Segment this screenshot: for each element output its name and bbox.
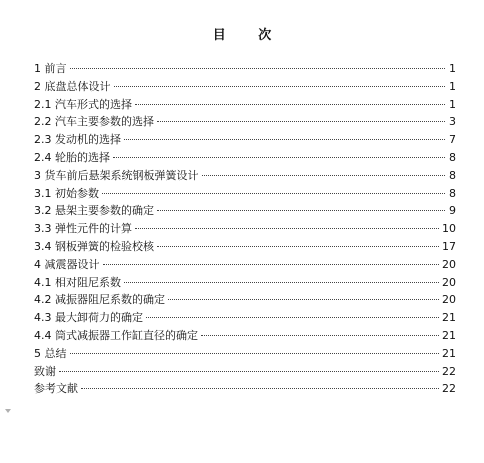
- toc-entry[interactable]: [34, 113, 456, 131]
- toc-entry[interactable]: [34, 291, 456, 309]
- toc-entry-label: 3.1 初始参数: [34, 186, 99, 200]
- toc-leader-dots: [157, 209, 445, 211]
- toc-entry-label: 4.3 最大卸荷力的确定: [34, 311, 143, 325]
- toc-entry[interactable]: [34, 327, 456, 345]
- toc-entry-page: 1: [449, 97, 456, 111]
- toc-entry[interactable]: [34, 363, 456, 381]
- toc-leader-dots: [157, 120, 445, 122]
- toc-entry[interactable]: [34, 78, 456, 96]
- toc-entry-label: 3.3 弹性元件的计算: [34, 222, 132, 236]
- toc-entry[interactable]: [34, 309, 456, 327]
- toc-entry-label: 2.2 汽车主要参数的选择: [34, 115, 154, 129]
- toc-leader-dots: [70, 67, 446, 69]
- toc-entry-label: 1 前言: [34, 62, 67, 75]
- toc-leader-dots: [81, 387, 439, 389]
- toc-leader-dots: [70, 352, 440, 354]
- toc-entry-page: 7: [449, 133, 456, 147]
- toc-leader-dots: [114, 85, 446, 87]
- toc-entry-page: 8: [449, 150, 456, 164]
- toc-entry-page: 9: [449, 204, 456, 218]
- toc-entry-label: 5 总结: [34, 346, 67, 360]
- toc-title: 目 次: [212, 28, 286, 43]
- toc-entry-page: 8: [449, 186, 456, 200]
- toc-entry-label: 2.1 汽车形式的选择: [34, 97, 132, 111]
- toc-leader-dots: [102, 192, 445, 194]
- toc-entry-label: 致谢: [34, 364, 56, 378]
- toc-leader-dots: [124, 138, 445, 140]
- toc-entry-page: 3: [449, 115, 456, 129]
- toc-entry-page: 10: [442, 222, 456, 236]
- toc-entry-page: 8: [449, 168, 456, 182]
- toc-entry-label: 4 减震器设计: [34, 257, 100, 271]
- toc-entry-label: 2 底盘总体设计: [34, 79, 111, 93]
- toc-leader-dots: [59, 370, 439, 372]
- toc-entry-label: 4.1 相对阻尼系数: [34, 275, 121, 289]
- toc-entry-label: 3.4 钢板弹簧的检验校核: [34, 239, 154, 253]
- toc-leader-dots: [202, 174, 446, 176]
- toc-leader-dots: [157, 245, 439, 247]
- toc-leader-dots: [168, 298, 439, 300]
- toc-entry-label: 4.4 筒式减振器工作缸直径的确定: [34, 328, 198, 342]
- toc-entry-label: 3 货车前后悬架系统钢板弹簧设计: [34, 168, 199, 182]
- toc-entry-page: 1: [449, 79, 456, 93]
- toc-entry[interactable]: [34, 167, 456, 185]
- toc-list: [34, 60, 456, 398]
- toc-entry[interactable]: [34, 274, 456, 292]
- toc-entry[interactable]: [34, 238, 456, 256]
- toc-entry-page: 22: [442, 382, 456, 396]
- toc-leader-dots: [135, 227, 439, 229]
- toc-entry-page: 21: [442, 346, 456, 360]
- toc-entry[interactable]: [34, 96, 456, 114]
- toc-entry-page: 20: [442, 257, 456, 271]
- toc-entry-page: 1: [449, 62, 456, 75]
- toc-entry[interactable]: [34, 131, 456, 149]
- toc-entry[interactable]: [34, 220, 456, 238]
- toc-entry-page: 21: [442, 311, 456, 325]
- toc-entry[interactable]: [34, 256, 456, 274]
- toc-entry-page: 20: [442, 293, 456, 307]
- toc-entry-page: 17: [442, 239, 456, 253]
- toc-entry[interactable]: [34, 345, 456, 363]
- toc-leader-dots: [201, 334, 439, 336]
- toc-entry-label: 2.4 轮胎的选择: [34, 150, 110, 164]
- toc-entry-page: 20: [442, 275, 456, 289]
- toc-entry-page: 21: [442, 328, 456, 342]
- toc-leader-dots: [146, 316, 439, 318]
- toc-entry-page: 22: [442, 364, 456, 378]
- scroll-caret-icon[interactable]: [5, 409, 11, 413]
- toc-entry[interactable]: [34, 202, 456, 220]
- toc-entry-label: 3.2 悬架主要参数的确定: [34, 204, 154, 218]
- toc-entry[interactable]: [34, 149, 456, 167]
- toc-leader-dots: [124, 281, 439, 283]
- toc-entry-label: 2.3 发动机的选择: [34, 133, 121, 147]
- toc-entry[interactable]: [34, 185, 456, 203]
- toc-leader-dots: [135, 103, 445, 105]
- toc-entry[interactable]: [34, 60, 456, 78]
- toc-entry[interactable]: [34, 380, 456, 398]
- toc-leader-dots: [113, 156, 445, 158]
- toc-entry-label: 4.2 减振器阻尼系数的确定: [34, 293, 165, 307]
- toc-leader-dots: [103, 263, 440, 265]
- toc-entry-label: 参考文献: [34, 382, 78, 396]
